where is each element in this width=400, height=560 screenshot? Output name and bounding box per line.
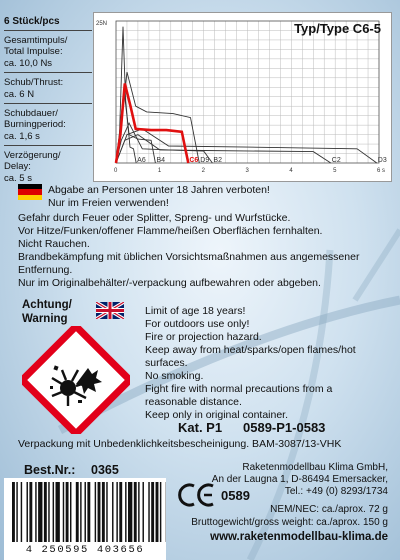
warning-line-en: Limit of age 18 years!: [145, 305, 246, 317]
barcode-bar: [80, 482, 81, 542]
barcode-bar: [38, 482, 42, 542]
barcode-bar: [95, 482, 96, 542]
x-tick-label: 1: [157, 168, 162, 174]
divider: [4, 103, 92, 104]
impulse-value: ca. 10,0 Ns: [4, 58, 53, 69]
barcode-bar: [48, 482, 49, 542]
barcode-digits: 4 250595 403656: [25, 544, 145, 556]
barcode-bar: [29, 482, 32, 542]
warning-line-en: surfaces.: [145, 357, 188, 369]
divider: [4, 72, 92, 73]
barcode-bar: [44, 482, 47, 542]
barcode-bar: [102, 482, 105, 542]
barcode-bar: [76, 482, 79, 542]
outdoor-warning-de: Nur im Freien verwenden!: [48, 197, 169, 209]
barcode-bar: [27, 482, 28, 542]
company-name: Raketenmodellbau Klima GmbH,: [242, 462, 388, 473]
company-address: An der Laugna 1, D-86494 Emersacker,: [211, 474, 388, 485]
warning-line-en: No smoking.: [145, 370, 204, 382]
kat-label: Kat. P1: [178, 420, 223, 435]
divider: [4, 30, 92, 31]
uk-flag-icon: [96, 302, 124, 319]
barcode-bar: [151, 482, 154, 542]
barcode-bar: [70, 482, 71, 542]
delay-label-1: Verzögerung/: [4, 150, 61, 161]
warning-line-de: Gefahr durch Feuer oder Splitter, Spreng- und Wurfstücke.: [18, 212, 291, 224]
company-phone: Tel.: +49 (0) 8293/1734: [284, 486, 388, 497]
barcode-bar: [53, 482, 54, 542]
kat-number: 0589-P1-0583: [243, 420, 326, 435]
barcode-bar: [16, 482, 17, 542]
burn-value: ca. 1,6 s: [4, 131, 40, 142]
barcode-bar: [119, 482, 122, 542]
ce-number: 0589: [221, 488, 250, 503]
warning-line-de: Entfernung.: [18, 264, 73, 276]
delay-value: ca. 5 s: [4, 173, 32, 184]
series-label-c2: C2: [331, 157, 341, 164]
explosive-hazard-icon: [22, 326, 130, 434]
x-tick-label: 2: [201, 168, 206, 174]
delay-label-2: Delay:: [4, 161, 31, 172]
y-tick-label: 25N: [96, 21, 108, 27]
warning-line-de: Nur im Originalbehälter/-verpackung aufbewahren oder abgeben.: [18, 277, 321, 289]
warning-line-de: Vor Hitze/Funken/offener Flamme/heißen Oberflächen fernhalten.: [18, 225, 323, 237]
barcode-bar: [87, 482, 90, 542]
warning-line-de: Nicht Rauchen.: [18, 238, 90, 250]
series-label-a6: A6: [137, 157, 146, 164]
x-unit-label: s: [382, 168, 385, 174]
barcode-bar: [148, 482, 149, 542]
chart-title: Typ/Type C6-5: [294, 21, 381, 36]
barcode-bar: [85, 482, 86, 542]
burn-label-1: Schubdauer/: [4, 108, 58, 119]
x-tick-label: 0: [114, 168, 118, 174]
thrust-value: ca. 6 N: [4, 89, 35, 100]
thrust-curve-chart: [93, 12, 392, 182]
warning-heading-1: Achtung/: [22, 299, 72, 311]
x-tick-label: 3: [245, 168, 249, 174]
warning-line-en: Fight fire with normal precautions from a: [145, 383, 333, 395]
barcode-bar: [160, 482, 161, 542]
impulse-label-2: Total Impulse:: [4, 46, 63, 57]
warning-line-en: Fire or projection hazard.: [145, 331, 262, 343]
warning-line-en: Keep only in original container.: [145, 409, 289, 421]
barcode-bar: [66, 482, 69, 542]
order-number-label: Best.Nr.:: [24, 463, 76, 477]
series-label-c6: C6: [189, 157, 199, 164]
barcode-bar: [125, 482, 126, 542]
barcode-bar: [112, 482, 113, 542]
barcode-bar: [156, 482, 159, 542]
barcode-bar: [12, 482, 15, 542]
company-website[interactable]: www.raketenmodellbau-klima.de: [210, 531, 388, 543]
chart-canvas: [94, 13, 391, 181]
barcode-bar: [98, 482, 101, 542]
barcode-bar: [138, 482, 139, 542]
gross-weight: Bruttogewicht/gross weight: ca./aprox. 150 g: [191, 517, 388, 528]
barcode-bar: [63, 482, 64, 542]
thrust-label: Schub/Thrust:: [4, 77, 64, 88]
barcode-bar: [143, 482, 144, 542]
x-tick-label: 5: [333, 168, 337, 174]
age-warning-de: Abgabe an Personen unter 18 Jahren verboten!: [48, 184, 270, 196]
series-label-d3: D3: [377, 157, 387, 164]
barcode-bar: [21, 482, 22, 542]
impulse-label-1: Gesamtimpuls/: [4, 35, 68, 46]
warning-heading-2: Warning: [22, 313, 68, 325]
warning-line-en: For outdoors use only!: [145, 318, 250, 330]
barcode-bar: [128, 482, 132, 542]
order-number-value: 0365: [91, 463, 119, 477]
packaging-note: Verpackung mit Unbedenklichkeitsbescheinigung. BAM-3087/13-VHK: [18, 438, 342, 450]
series-label-d9: D9: [200, 157, 210, 164]
barcode-bars: [4, 478, 166, 544]
barcode-bar: [116, 482, 117, 542]
series-label-b4: B4: [156, 157, 166, 164]
burn-label-2: Burningperiod:: [4, 119, 66, 130]
warning-line-en: reasonable distance.: [145, 396, 242, 408]
warning-line-en: Keep away from heat/sparks/open flames/hot: [145, 344, 356, 356]
warning-line-de: Brandbekämpfung mit üblichen Vorsichtsmaßnahmen aus angemessener: [18, 251, 360, 263]
net-weight: NEM/NEC: ca./aprox. 72 g: [270, 504, 388, 515]
barcode-bar: [56, 482, 60, 542]
barcode: [4, 478, 166, 560]
quantity-label: 6 Stück/pcs: [4, 16, 60, 27]
x-tick-label: 4: [289, 168, 293, 174]
series-label-b2: B2: [213, 157, 222, 164]
barcode-bar: [134, 482, 137, 542]
ce-mark-icon: [177, 482, 217, 508]
barcode-bar: [106, 482, 107, 542]
german-flag-icon: [18, 184, 42, 200]
divider: [4, 145, 92, 146]
x-tick-label: 6: [377, 168, 381, 174]
barcode-bar: [35, 482, 36, 542]
